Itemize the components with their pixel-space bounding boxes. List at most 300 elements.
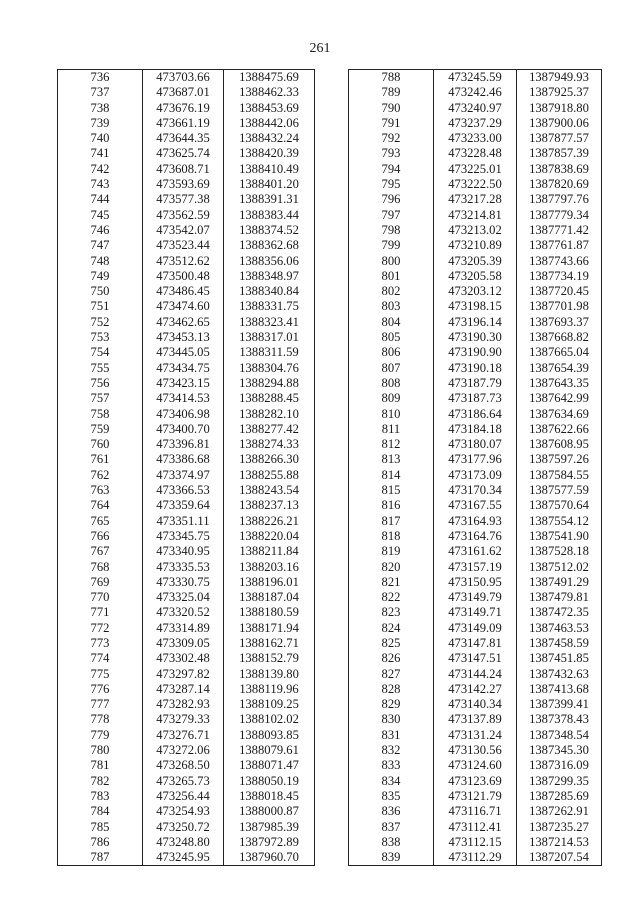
point-number-cell: 839: [349, 850, 434, 866]
coordinates-table-left: [57, 69, 315, 866]
y-coordinate-cell: 1388453.69: [224, 101, 315, 116]
y-coordinate-cell: 1388071.47: [224, 758, 315, 773]
x-coordinate-cell: 473351.11: [143, 514, 224, 529]
y-coordinate-cell: 1387918.80: [517, 101, 602, 116]
x-coordinate-cell: 473386.68: [143, 452, 224, 467]
point-number-cell: 817: [349, 514, 434, 529]
point-number-cell: 738: [58, 101, 143, 116]
table-row: [58, 146, 315, 161]
point-number-cell: 749: [58, 269, 143, 284]
y-coordinate-cell: 1388211.84: [224, 544, 315, 559]
point-number-cell: 794: [349, 162, 434, 177]
x-coordinate-cell: 473187.73: [434, 391, 517, 406]
point-number-cell: 762: [58, 468, 143, 483]
y-coordinate-cell: 1388180.59: [224, 605, 315, 620]
table-row: [349, 529, 602, 544]
y-coordinate-cell: 1388410.49: [224, 162, 315, 177]
x-coordinate-cell: 473414.53: [143, 391, 224, 406]
x-coordinate-cell: 473248.80: [143, 835, 224, 850]
table-row: [58, 605, 315, 620]
table-row: [349, 269, 602, 284]
y-coordinate-cell: 1388317.01: [224, 330, 315, 345]
y-coordinate-cell: 1387528.18: [517, 544, 602, 559]
x-coordinate-cell: 473687.01: [143, 85, 224, 100]
x-coordinate-cell: 473335.53: [143, 560, 224, 575]
point-number-cell: 792: [349, 131, 434, 146]
point-number-cell: 746: [58, 223, 143, 238]
point-number-cell: 804: [349, 315, 434, 330]
x-coordinate-cell: 473210.89: [434, 238, 517, 253]
point-number-cell: 787: [58, 850, 143, 866]
point-number-cell: 767: [58, 544, 143, 559]
table-row: [349, 758, 602, 773]
y-coordinate-cell: 1387622.66: [517, 422, 602, 437]
table-row: [58, 330, 315, 345]
y-coordinate-cell: 1387299.35: [517, 774, 602, 789]
y-coordinate-cell: 1387463.53: [517, 621, 602, 636]
table-row: [58, 835, 315, 850]
x-coordinate-cell: 473242.46: [434, 85, 517, 100]
table-row: [58, 850, 315, 866]
y-coordinate-cell: 1387570.64: [517, 498, 602, 513]
point-number-cell: 763: [58, 483, 143, 498]
point-number-cell: 781: [58, 758, 143, 773]
x-coordinate-cell: 473214.81: [434, 208, 517, 223]
point-number-cell: 808: [349, 376, 434, 391]
table-row: [58, 177, 315, 192]
point-number-cell: 768: [58, 560, 143, 575]
point-number-cell: 827: [349, 667, 434, 682]
x-coordinate-cell: 473116.71: [434, 804, 517, 819]
point-number-cell: 779: [58, 728, 143, 743]
y-coordinate-cell: 1388362.68: [224, 238, 315, 253]
point-number-cell: 780: [58, 743, 143, 758]
point-number-cell: 813: [349, 452, 434, 467]
x-coordinate-cell: 473137.89: [434, 712, 517, 727]
table-row: [58, 651, 315, 666]
table-row: [58, 223, 315, 238]
x-coordinate-cell: 473423.15: [143, 376, 224, 391]
x-coordinate-cell: 473256.44: [143, 789, 224, 804]
x-coordinate-cell: 473608.71: [143, 162, 224, 177]
y-coordinate-cell: 1387643.35: [517, 376, 602, 391]
x-coordinate-cell: 473314.89: [143, 621, 224, 636]
table-row: [349, 223, 602, 238]
table-row: [58, 743, 315, 758]
y-coordinate-cell: 1388119.96: [224, 682, 315, 697]
table-row: [349, 70, 602, 86]
table-row: [58, 452, 315, 467]
point-number-cell: 737: [58, 85, 143, 100]
point-number-cell: 810: [349, 407, 434, 422]
x-coordinate-cell: 473198.15: [434, 299, 517, 314]
y-coordinate-cell: 1387214.53: [517, 835, 602, 850]
x-coordinate-cell: 473245.95: [143, 850, 224, 866]
y-coordinate-cell: 1388203.16: [224, 560, 315, 575]
x-coordinate-cell: 473237.29: [434, 116, 517, 131]
y-coordinate-cell: 1388420.39: [224, 146, 315, 161]
x-coordinate-cell: 473374.97: [143, 468, 224, 483]
y-coordinate-cell: 1387577.59: [517, 483, 602, 498]
point-number-cell: 807: [349, 361, 434, 376]
table-row: [58, 238, 315, 253]
point-number-cell: 816: [349, 498, 434, 513]
table-row: [58, 560, 315, 575]
table-row: [58, 192, 315, 207]
y-coordinate-cell: 1387960.70: [224, 850, 315, 866]
table-row: [349, 452, 602, 467]
x-coordinate-cell: 473147.81: [434, 636, 517, 651]
table-row: [58, 376, 315, 391]
x-coordinate-cell: 473203.12: [434, 284, 517, 299]
table-row: [349, 590, 602, 605]
point-number-cell: 800: [349, 254, 434, 269]
point-number-cell: 785: [58, 820, 143, 835]
y-coordinate-cell: 1388288.45: [224, 391, 315, 406]
point-number-cell: 818: [349, 529, 434, 544]
point-number-cell: 757: [58, 391, 143, 406]
y-coordinate-cell: 1387642.99: [517, 391, 602, 406]
y-coordinate-cell: 1387743.66: [517, 254, 602, 269]
y-coordinate-cell: 1387451.85: [517, 651, 602, 666]
point-number-cell: 831: [349, 728, 434, 743]
y-coordinate-cell: 1387668.82: [517, 330, 602, 345]
y-coordinate-cell: 1387634.69: [517, 407, 602, 422]
point-number-cell: 791: [349, 116, 434, 131]
x-coordinate-cell: 473462.65: [143, 315, 224, 330]
point-number-cell: 828: [349, 682, 434, 697]
table-row: [58, 575, 315, 590]
point-number-cell: 786: [58, 835, 143, 850]
y-coordinate-cell: 1387541.90: [517, 529, 602, 544]
x-coordinate-cell: 473225.01: [434, 162, 517, 177]
point-number-cell: 819: [349, 544, 434, 559]
point-number-cell: 834: [349, 774, 434, 789]
x-coordinate-cell: 473196.14: [434, 315, 517, 330]
table-row: [58, 728, 315, 743]
y-coordinate-cell: 1388152.79: [224, 651, 315, 666]
table-row: [349, 697, 602, 712]
point-number-cell: 821: [349, 575, 434, 590]
table-row: [58, 131, 315, 146]
table-row: [349, 192, 602, 207]
point-number-cell: 742: [58, 162, 143, 177]
table-row: [349, 177, 602, 192]
y-coordinate-cell: 1387207.54: [517, 850, 602, 866]
x-coordinate-cell: 473190.18: [434, 361, 517, 376]
point-number-cell: 815: [349, 483, 434, 498]
point-number-cell: 764: [58, 498, 143, 513]
y-coordinate-cell: 1387413.68: [517, 682, 602, 697]
y-coordinate-cell: 1387491.29: [517, 575, 602, 590]
x-coordinate-cell: 473222.50: [434, 177, 517, 192]
y-coordinate-cell: 1387348.54: [517, 728, 602, 743]
x-coordinate-cell: 473282.93: [143, 697, 224, 712]
x-coordinate-cell: 473130.56: [434, 743, 517, 758]
table-row: [58, 361, 315, 376]
x-coordinate-cell: 473287.14: [143, 682, 224, 697]
point-number-cell: 838: [349, 835, 434, 850]
point-number-cell: 789: [349, 85, 434, 100]
point-number-cell: 760: [58, 437, 143, 452]
point-number-cell: 754: [58, 345, 143, 360]
y-coordinate-cell: 1387797.76: [517, 192, 602, 207]
table-row: [349, 789, 602, 804]
x-coordinate-cell: 473213.02: [434, 223, 517, 238]
y-coordinate-cell: 1387399.41: [517, 697, 602, 712]
x-coordinate-cell: 473562.59: [143, 208, 224, 223]
table-row: [349, 315, 602, 330]
table-row: [58, 498, 315, 513]
y-coordinate-cell: 1388018.45: [224, 789, 315, 804]
x-coordinate-cell: 473486.45: [143, 284, 224, 299]
table-row: [58, 468, 315, 483]
y-coordinate-cell: 1387432.63: [517, 667, 602, 682]
point-number-cell: 805: [349, 330, 434, 345]
y-coordinate-cell: 1387378.43: [517, 712, 602, 727]
point-number-cell: 766: [58, 529, 143, 544]
coordinates-table-right: [348, 69, 602, 866]
x-coordinate-cell: 473268.50: [143, 758, 224, 773]
table-row: [58, 529, 315, 544]
y-coordinate-cell: 1388442.06: [224, 116, 315, 131]
point-number-cell: 803: [349, 299, 434, 314]
table-row: [58, 407, 315, 422]
y-coordinate-cell: 1387877.57: [517, 131, 602, 146]
y-coordinate-cell: 1387262.91: [517, 804, 602, 819]
y-coordinate-cell: 1388282.10: [224, 407, 315, 422]
x-coordinate-cell: 473279.33: [143, 712, 224, 727]
table-row: [349, 560, 602, 575]
table-row: [58, 391, 315, 406]
point-number-cell: 832: [349, 743, 434, 758]
x-coordinate-cell: 473173.09: [434, 468, 517, 483]
point-number-cell: 773: [58, 636, 143, 651]
point-number-cell: 837: [349, 820, 434, 835]
y-coordinate-cell: 1387235.27: [517, 820, 602, 835]
y-coordinate-cell: 1387345.30: [517, 743, 602, 758]
point-number-cell: 741: [58, 146, 143, 161]
table-row: [349, 667, 602, 682]
x-coordinate-cell: 473140.34: [434, 697, 517, 712]
table-row: [349, 605, 602, 620]
table-row: [58, 789, 315, 804]
y-coordinate-cell: 1387701.98: [517, 299, 602, 314]
x-coordinate-cell: 473345.75: [143, 529, 224, 544]
x-coordinate-cell: 473167.55: [434, 498, 517, 513]
table-row: [58, 483, 315, 498]
point-number-cell: 829: [349, 697, 434, 712]
table-row: [349, 820, 602, 835]
point-number-cell: 765: [58, 514, 143, 529]
table-row: [349, 85, 602, 100]
y-coordinate-cell: 1387985.39: [224, 820, 315, 835]
table-row: [58, 636, 315, 651]
table-row: [58, 804, 315, 819]
x-coordinate-cell: 473703.66: [143, 70, 224, 86]
x-coordinate-cell: 473245.59: [434, 70, 517, 86]
table-row: [58, 697, 315, 712]
x-coordinate-cell: 473406.98: [143, 407, 224, 422]
x-coordinate-cell: 473205.58: [434, 269, 517, 284]
x-coordinate-cell: 473320.52: [143, 605, 224, 620]
table-row: [349, 621, 602, 636]
y-coordinate-cell: 1387779.34: [517, 208, 602, 223]
y-coordinate-cell: 1387734.19: [517, 269, 602, 284]
table-row: [349, 544, 602, 559]
x-coordinate-cell: 473131.24: [434, 728, 517, 743]
point-number-cell: 798: [349, 223, 434, 238]
x-coordinate-cell: 473265.73: [143, 774, 224, 789]
point-number-cell: 801: [349, 269, 434, 284]
x-coordinate-cell: 473164.93: [434, 514, 517, 529]
y-coordinate-cell: 1388304.76: [224, 361, 315, 376]
point-number-cell: 823: [349, 605, 434, 620]
table-row: [58, 422, 315, 437]
x-coordinate-cell: 473644.35: [143, 131, 224, 146]
table-row: [58, 70, 315, 86]
point-number-cell: 750: [58, 284, 143, 299]
x-coordinate-cell: 473228.48: [434, 146, 517, 161]
table-row: [58, 437, 315, 452]
x-coordinate-cell: 473400.70: [143, 422, 224, 437]
table-row: [349, 131, 602, 146]
x-coordinate-cell: 473184.18: [434, 422, 517, 437]
x-coordinate-cell: 473250.72: [143, 820, 224, 835]
table-row: [58, 712, 315, 727]
point-number-cell: 793: [349, 146, 434, 161]
y-coordinate-cell: 1388401.20: [224, 177, 315, 192]
x-coordinate-cell: 473340.95: [143, 544, 224, 559]
point-number-cell: 820: [349, 560, 434, 575]
y-coordinate-cell: 1388162.71: [224, 636, 315, 651]
table-row: [58, 621, 315, 636]
point-number-cell: 775: [58, 667, 143, 682]
table-row: [349, 575, 602, 590]
table-row: [58, 820, 315, 835]
y-coordinate-cell: 1387285.69: [517, 789, 602, 804]
x-coordinate-cell: 473474.60: [143, 299, 224, 314]
point-number-cell: 739: [58, 116, 143, 131]
x-coordinate-cell: 473302.48: [143, 651, 224, 666]
table-row: [349, 116, 602, 131]
x-coordinate-cell: 473149.09: [434, 621, 517, 636]
x-coordinate-cell: 473330.75: [143, 575, 224, 590]
y-coordinate-cell: 1388383.44: [224, 208, 315, 223]
y-coordinate-cell: 1388277.42: [224, 422, 315, 437]
point-number-cell: 795: [349, 177, 434, 192]
x-coordinate-cell: 473359.64: [143, 498, 224, 513]
table-row: [58, 315, 315, 330]
x-coordinate-cell: 473625.74: [143, 146, 224, 161]
table-row: [349, 514, 602, 529]
x-coordinate-cell: 473366.53: [143, 483, 224, 498]
table-row: [58, 269, 315, 284]
point-number-cell: 736: [58, 70, 143, 86]
page-number: 261: [309, 41, 331, 56]
y-coordinate-cell: 1387608.95: [517, 437, 602, 452]
table-row: [58, 116, 315, 131]
y-coordinate-cell: 1388050.19: [224, 774, 315, 789]
y-coordinate-cell: 1388187.04: [224, 590, 315, 605]
point-number-cell: 836: [349, 804, 434, 819]
point-number-cell: 761: [58, 452, 143, 467]
y-coordinate-cell: 1388356.06: [224, 254, 315, 269]
x-coordinate-cell: 473147.51: [434, 651, 517, 666]
table-row: [58, 208, 315, 223]
point-number-cell: 745: [58, 208, 143, 223]
y-coordinate-cell: 1388102.02: [224, 712, 315, 727]
table-row: [349, 651, 602, 666]
y-coordinate-cell: 1388079.61: [224, 743, 315, 758]
x-coordinate-cell: 473445.05: [143, 345, 224, 360]
table-row: [349, 238, 602, 253]
table-row: [349, 636, 602, 651]
x-coordinate-cell: 473217.28: [434, 192, 517, 207]
x-coordinate-cell: 473396.81: [143, 437, 224, 452]
point-number-cell: 833: [349, 758, 434, 773]
y-coordinate-cell: 1387949.93: [517, 70, 602, 86]
y-coordinate-cell: 1388093.85: [224, 728, 315, 743]
table-row: [349, 774, 602, 789]
table-row: [349, 712, 602, 727]
x-coordinate-cell: 473577.38: [143, 192, 224, 207]
x-coordinate-cell: 473112.41: [434, 820, 517, 835]
y-coordinate-cell: 1387472.35: [517, 605, 602, 620]
x-coordinate-cell: 473177.96: [434, 452, 517, 467]
table-row: [349, 437, 602, 452]
x-coordinate-cell: 473512.62: [143, 254, 224, 269]
table-row: [58, 85, 315, 100]
point-number-cell: 778: [58, 712, 143, 727]
y-coordinate-cell: 1387900.06: [517, 116, 602, 131]
y-coordinate-cell: 1388475.69: [224, 70, 315, 86]
x-coordinate-cell: 473124.60: [434, 758, 517, 773]
table-row: [58, 682, 315, 697]
x-coordinate-cell: 473180.07: [434, 437, 517, 452]
table-row: [349, 208, 602, 223]
table-row: [349, 407, 602, 422]
point-number-cell: 770: [58, 590, 143, 605]
y-coordinate-cell: 1387584.55: [517, 468, 602, 483]
table-row: [349, 422, 602, 437]
point-number-cell: 790: [349, 101, 434, 116]
table-row: [58, 254, 315, 269]
x-coordinate-cell: 473434.75: [143, 361, 224, 376]
x-coordinate-cell: 473276.71: [143, 728, 224, 743]
table-row: [349, 483, 602, 498]
point-number-cell: 743: [58, 177, 143, 192]
y-coordinate-cell: 1388139.80: [224, 667, 315, 682]
x-coordinate-cell: 473523.44: [143, 238, 224, 253]
table-row: [349, 391, 602, 406]
x-coordinate-cell: 473170.34: [434, 483, 517, 498]
x-coordinate-cell: 473254.93: [143, 804, 224, 819]
y-coordinate-cell: 1387693.37: [517, 315, 602, 330]
table-row: [349, 682, 602, 697]
point-number-cell: 756: [58, 376, 143, 391]
point-number-cell: 822: [349, 590, 434, 605]
table-row: [349, 728, 602, 743]
y-coordinate-cell: 1387654.39: [517, 361, 602, 376]
table-row: [349, 376, 602, 391]
x-coordinate-cell: 473121.79: [434, 789, 517, 804]
point-number-cell: 776: [58, 682, 143, 697]
table-row: [58, 284, 315, 299]
x-coordinate-cell: 473661.19: [143, 116, 224, 131]
point-number-cell: 802: [349, 284, 434, 299]
x-coordinate-cell: 473309.05: [143, 636, 224, 651]
